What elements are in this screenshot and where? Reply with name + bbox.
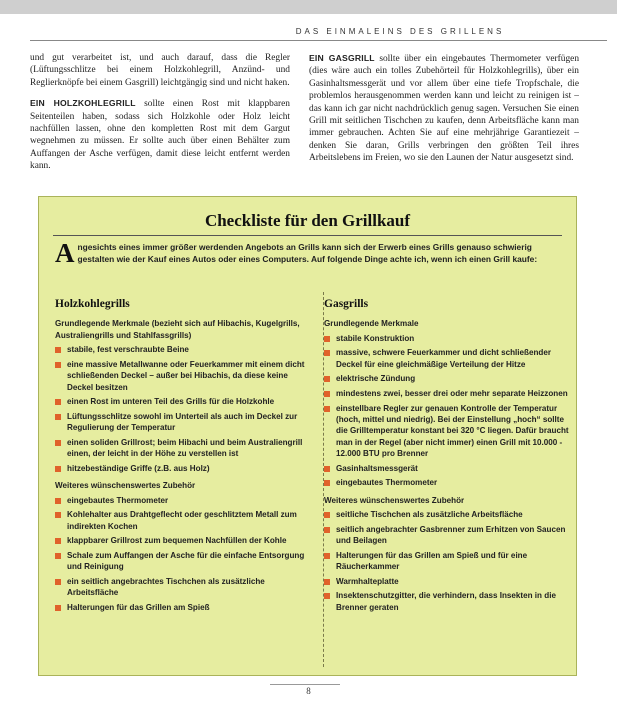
keyword: EIN HOLZKOHLEGRILL [30, 98, 136, 109]
subheading-note: (bezieht sich auf Hibachis, Kugelgrills, Australiengrills und Stahlfassgrills) [55, 319, 300, 340]
square-bullet-icon [55, 498, 61, 504]
feature-list [324, 333, 569, 489]
list-item: seitliche Tischchen als zusätzliche Arbeitsfläche [324, 509, 569, 520]
square-bullet-icon [55, 553, 61, 559]
square-bullet-icon [324, 527, 330, 533]
intro-text: ngesichts eines immer größer werdenden Angebots an Grills kann sich der Erwerb eines Grills genauso schwierig gestalten wie der Kauf eines Autos oder eines Computers. Auf folgende Dinge achte ich, wenn ich einen Grill kaufe: [77, 242, 538, 264]
square-bullet-icon [324, 480, 330, 486]
list-item: Gasinhaltsmessgerät [324, 463, 569, 474]
paragraph [309, 52, 579, 165]
paragraph-text: sollte über ein eingebautes Thermometer verfügen (dies wäre auch ein tolles Zubehörteil für Holzkohlegrills), über ein Gasinhaltsmessgerät und vor allem über eine tiefe Tropfschale, die problemlos herausgenommen werden kann und leicht zu reinigen ist – das kann ich gar nicht nachdrücklich genug sagen. Versuchen Sie einen Grill mit seitlichen Tischchen zu kaufen, denn Arbeitsfläche kann man immer gebrauchen. Achten Sie auf eine mehrjährige Garantiezeit – denken Sie daran, Grills verbringen den größten Teil ihres Arbeitslebens im Freien, wo sie den Launen der Natur ausgesetzt sind. [309, 54, 580, 164]
square-bullet-icon [55, 579, 61, 585]
list-item: massive, schwere Feuerkammer und dicht schließender Deckel für eine gleichmäßige Verteilung der Hitze [324, 347, 569, 370]
list-item: eingebautes Thermometer [55, 495, 313, 506]
list-item: klappbarer Grillrost zum bequemen Nachfüllen der Kohle [55, 535, 313, 546]
square-bullet-icon [55, 399, 61, 405]
paragraph-text: sollte einen Rost mit klappbaren Seitenteilen haben, sodass sich Holzkohle oder Holz leicht nachfüllen lassen, ohne den kompletten Rost mit dem Gargut wegnehmen zu müssen. Er sollte auch über einen Behälter zum Auffangen der Asche verfügen, damit diese leicht entfernt werden kann. [30, 99, 290, 172]
subheading: Weiteres wünschenswertes Zubehör [324, 495, 465, 505]
holzkohle-column [55, 297, 313, 616]
title-rule [53, 235, 562, 236]
square-bullet-icon [324, 579, 330, 585]
square-bullet-icon [55, 347, 61, 353]
checklist-title: Checkliste für den Grillkauf [204, 211, 411, 230]
gas-column [324, 297, 569, 616]
paragraph: und gut verarbeitet ist, und auch darauf, dass die Regler (Lüftungsschlitze bei einem Holzkohlegrill, Anzünd- und Reglierknöpfe bei einem Gasgrill) leichtgängig sind und nicht haken. [30, 53, 290, 88]
header-band [0, 0, 617, 14]
checklist-intro [55, 238, 560, 268]
list-item: elektrische Zündung [324, 373, 569, 384]
feature-list [55, 344, 313, 474]
square-bullet-icon [324, 391, 330, 397]
list-item: stabile Konstruktion [324, 333, 569, 344]
accessory-list [324, 509, 569, 613]
list-item: einen Rost im unteren Teil des Grills für die Holzkohle [55, 396, 313, 407]
subheading-label: Grundlegende Merkmale [55, 319, 150, 329]
list-item: Insektenschutzgitter, die verhindern, dass Insekten in die Brenner geraten [324, 590, 569, 613]
square-bullet-icon [324, 512, 330, 518]
square-bullet-icon [55, 605, 61, 611]
square-bullet-icon [324, 376, 330, 382]
list-item: ein seitlich angebrachtes Tischchen als zusätzliche Arbeitsfläche [55, 576, 313, 599]
checklist-box [38, 196, 577, 676]
footer-rule [270, 684, 340, 685]
square-bullet-icon [324, 593, 330, 599]
list-item: Lüftungsschlitze sowohl im Unterteil als auch im Deckel zur Regulierung der Temperatur [55, 411, 313, 434]
list-item: mindestens zwei, besser drei oder mehr separate Heizzonen [324, 388, 569, 399]
running-header: DAS EINMALEINS DES GRILLENS [295, 27, 505, 36]
list-item: einen soliden Grillrost; beim Hibachi und beim Australiengrill einen, der leicht in der Höhe zu verstellen ist [55, 437, 313, 460]
square-bullet-icon [324, 553, 330, 559]
list-item: eingebautes Thermometer [324, 477, 569, 488]
square-bullet-icon [324, 466, 330, 472]
square-bullet-icon [55, 362, 61, 368]
accessory-list [55, 495, 313, 614]
header-rule [30, 40, 607, 41]
page-number: 8 [306, 686, 311, 696]
square-bullet-icon [55, 512, 61, 518]
list-item: stabile, fest verschraubte Beine [55, 344, 313, 355]
square-bullet-icon [324, 406, 330, 412]
subheading [55, 318, 313, 341]
section-heading: Holzkohlegrills [55, 298, 130, 310]
subheading: Weiteres wünschenswertes Zubehör [55, 481, 196, 491]
section-heading: Gasgrills [324, 298, 369, 310]
paragraph [30, 97, 290, 172]
square-bullet-icon [55, 466, 61, 472]
list-item: Halterungen für das Grillen am Spieß [55, 602, 313, 613]
list-item: Halterungen für das Grillen am Spieß und für eine Räucherkammer [324, 550, 569, 573]
keyword: EIN GASGRILL [309, 53, 375, 63]
square-bullet-icon [324, 350, 330, 356]
right-text-column [309, 52, 579, 173]
square-bullet-icon [324, 336, 330, 342]
square-bullet-icon [55, 538, 61, 544]
square-bullet-icon [55, 414, 61, 420]
square-bullet-icon [55, 440, 61, 446]
list-item: Schale zum Auffangen der Asche für die einfache Entsorgung und Reinigung [55, 550, 313, 573]
list-item: einstellbare Regler zur genauen Kontrolle der Temperatur (hoch, mittel und niedrig). Bei der Einstellung „hoch“ sollte die Grilltemperatur konstant bei 320 °C liegen. Dafür braucht man in der Regel (aber nicht immer) einen Grill mit 10.000 - 12.000 BTU pro Brenner [324, 403, 569, 460]
subheading: Grundlegende Merkmale [324, 319, 419, 329]
list-item: Warmhalteplatte [324, 576, 569, 587]
list-item: eine massive Metallwanne oder Feuerkammer mit einem dicht schließenden Deckel – außer bei Hibachis, da diese keine Deckel besitzen [55, 359, 313, 393]
list-item: seitlich angebrachter Gasbrenner zum Erhitzen von Saucen und Beilagen [324, 524, 569, 547]
left-text-column [30, 52, 290, 181]
list-item: hitzebeständige Griffe (z.B. aus Holz) [55, 463, 313, 474]
list-item: Kohlehalter aus Drahtgeflecht oder geschlitztem Metall zum indirekten Kochen [55, 509, 313, 532]
drop-cap: A [55, 238, 75, 268]
